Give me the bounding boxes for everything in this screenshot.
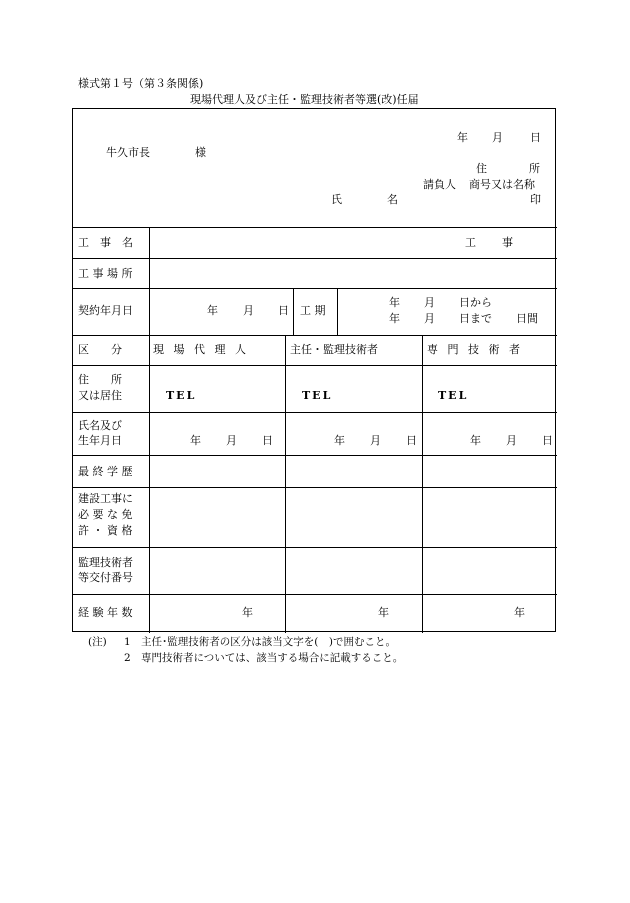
column-header-site-agent: 現 場 代 理 人	[153, 343, 249, 356]
experience-unit-col2: 年	[378, 606, 389, 619]
division-label: 区 分	[78, 343, 122, 356]
row-divider	[73, 594, 557, 595]
row-divider	[73, 412, 557, 413]
label-column-divider	[149, 227, 150, 633]
period-end-day: 日まで	[459, 312, 492, 325]
birth-day-col3: 日	[542, 434, 553, 447]
note-text-2: 専門技術者については、該当する場合に記載すること。	[141, 652, 404, 664]
contractor-label: 請負人	[423, 178, 456, 191]
work-place-label: 工 事 場 所	[78, 267, 133, 280]
form-number: 様式第１号（第３条関係)	[78, 77, 204, 90]
experience-label: 経 験 年 数	[78, 606, 133, 619]
experience-unit-col1: 年	[242, 606, 253, 619]
period-start-day: 日から	[459, 296, 492, 309]
seal-label: 印	[530, 193, 541, 206]
note-text-1: 主任･監理技術者の区分は該当文字を( )で囲むこと。	[141, 636, 396, 648]
trade-name-label: 商号又は名称	[469, 178, 535, 191]
birth-year-col2: 年	[334, 434, 345, 447]
name-label: 名	[387, 193, 398, 206]
license-label: 許 ・ 資 格	[78, 524, 133, 537]
license-label: 建設工事に	[78, 492, 133, 505]
period-divider	[293, 288, 294, 335]
work-name-suffix: 事	[502, 236, 513, 249]
column-header-chief-engineer: 主任・監理技術者	[290, 343, 378, 356]
name-label: 氏	[331, 193, 342, 206]
row-divider	[73, 258, 557, 259]
name-birth-label: 氏名及び	[78, 419, 122, 432]
birth-month-col3: 月	[506, 434, 517, 447]
note-prefix: (注)	[88, 636, 107, 648]
row-divider	[73, 547, 557, 548]
birth-year-col3: 年	[470, 434, 481, 447]
note-number-1: 1	[124, 636, 131, 648]
period-days: 日間	[516, 312, 538, 325]
address-row-label: 又は居住	[78, 389, 122, 402]
address-label: 住	[476, 162, 487, 175]
birth-day-col1: 日	[262, 434, 273, 447]
education-label: 最 終 学 歴	[78, 465, 133, 478]
birth-day-col2: 日	[406, 434, 417, 447]
period-start-year: 年	[389, 296, 400, 309]
address-label: 所	[529, 162, 540, 175]
period-end-year: 年	[389, 312, 400, 325]
contract-year: 年	[207, 304, 218, 317]
tel-label-col1: TEL	[166, 389, 197, 402]
column-header-specialist: 専 門 技 術 者	[427, 343, 523, 356]
birth-month-col1: 月	[226, 434, 237, 447]
license-label: 必 要 な 免	[78, 508, 133, 521]
period-end-month: 月	[424, 312, 435, 325]
work-name-suffix: 工	[465, 236, 476, 249]
contract-date-label: 契約年月日	[78, 304, 133, 317]
tel-label-col2: TEL	[302, 389, 333, 402]
mayor-name: 牛久市長	[106, 146, 150, 159]
row-divider	[73, 455, 557, 456]
period-label: 工 期	[300, 304, 326, 317]
date-day: 日	[530, 131, 541, 144]
contract-day: 日	[278, 304, 289, 317]
birth-year-col1: 年	[190, 434, 201, 447]
row-divider	[73, 288, 557, 289]
contract-month: 月	[243, 304, 254, 317]
row-divider	[73, 365, 557, 366]
tel-label-col3: TEL	[438, 389, 469, 402]
cert-number-label: 等交付番号	[78, 571, 133, 584]
column-divider	[285, 335, 286, 633]
form-title: 現場代理人及び主任・監理技術者等選(改)任届	[190, 93, 419, 106]
date-year: 年	[457, 131, 468, 144]
birth-month-col2: 月	[370, 434, 381, 447]
row-divider	[73, 227, 557, 228]
column-divider	[422, 335, 423, 633]
work-name-label: 工 事 名	[78, 236, 133, 249]
period-divider	[337, 288, 338, 335]
period-start-month: 月	[424, 296, 435, 309]
row-divider	[73, 335, 557, 336]
cert-number-label: 監理技術者	[78, 556, 133, 569]
date-month: 月	[492, 131, 503, 144]
honorific: 様	[195, 146, 206, 159]
experience-unit-col3: 年	[514, 606, 525, 619]
name-birth-label: 生年月日	[78, 434, 122, 447]
address-row-label: 住 所	[78, 373, 122, 386]
note-number-2: 2	[124, 652, 131, 664]
row-divider	[73, 487, 557, 488]
